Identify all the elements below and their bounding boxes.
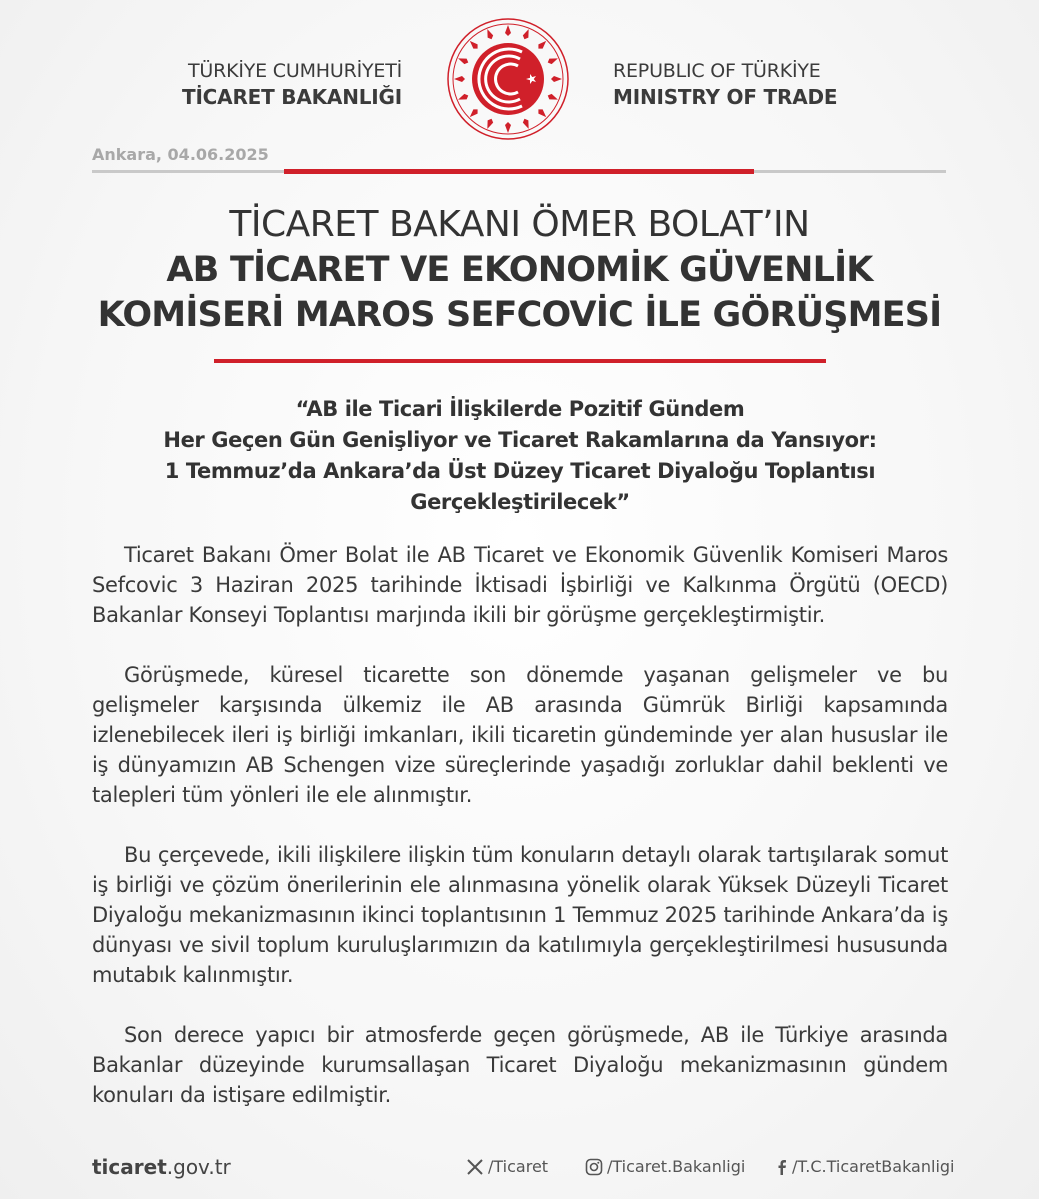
x-link[interactable] bbox=[466, 1157, 548, 1176]
x-icon bbox=[466, 1159, 484, 1175]
header-en-line1: REPUBLIC OF TÜRKİYE bbox=[613, 60, 821, 82]
header-ministry-tr bbox=[140, 58, 402, 110]
header-ministry-en bbox=[613, 58, 913, 110]
header-divider-accent bbox=[284, 169, 754, 174]
facebook-handle: /T.C.TicaretBakanligi bbox=[792, 1157, 955, 1176]
subtitle-line-3: 1 Temmuz’da Ankara’da Üst Düzey Ticaret Diyaloğu Toplantısı bbox=[164, 459, 876, 483]
website-link[interactable] bbox=[92, 1155, 231, 1179]
body-paragraph: Görüşmede, küresel ticarette son dönemde yaşanan gelişmeler ve bu gelişmeler karşısında ülkemiz ile AB arasında Gümrük Birliği kapsamında izlenebilecek ileri iş birliği imkanları, ikili ticaretin gündeminde yer alan hususlar ile iş dünyamızın AB Schengen vize süreçlerinde yaşadığı zorluklar dahil beklenti ve talepleri tüm yönleri ile ele alınmıştır. bbox=[92, 663, 948, 807]
instagram-handle: /Ticaret.Bakanligi bbox=[607, 1157, 746, 1176]
body-paragraph: Bu çerçevede, ikili ilişkilere ilişkin tüm konuların detaylı olarak tartışılarak somut iş birliği ve çözüm önerilerinin ele alınmasına yönelik olarak Yüksek Düzeyli Ticaret Diyaloğu mekanizmasının ikinci toplantısının 1 Temmuz 2025 tarihinde Ankara’da iş dünyası ve sivil toplum kuruluşlarımızın da katılımıyla gerçekleştirilmesi hususunda mutabık kalınmıştır. bbox=[92, 843, 948, 987]
subtitle-line-4: Gerçekleştirilecek” bbox=[410, 490, 630, 514]
title-line-3: KOMİSERİ MAROS SEFCOVİC İLE GÖRÜŞMESİ bbox=[97, 295, 942, 335]
title-line-1: TİCARET BAKANI ÖMER BOLAT’IN bbox=[229, 204, 810, 245]
facebook-icon bbox=[776, 1158, 788, 1176]
header-tr-line2: TİCARET BAKANLIĞI bbox=[182, 85, 402, 109]
header-en-line2: MINISTRY OF TRADE bbox=[613, 85, 838, 109]
body-paragraph: Ticaret Bakanı Ömer Bolat ile AB Ticaret ve Ekonomik Güvenlik Komiseri Maros Sefcovic 3 Haziran 2025 tarihinde İktisadi İşbirliği ve Kalkınma Örgütü (OECD) Bakanlar Konseyi Toplantısı marjında ikili bir görüşme gerçekleştirmiştir. bbox=[92, 543, 948, 627]
website-domain: .gov.tr bbox=[166, 1155, 231, 1179]
header-tr-line1: TÜRKİYE CUMHURİYETİ bbox=[187, 60, 402, 82]
body-paragraph: Son derece yapıcı bir atmosferde geçen görüşmede, AB ile Türkiye arasında Bakanlar düzeyinde kurumsallaşan Ticaret Diyaloğu mekanizmasının gündem konuları da istişare edilmiştir. bbox=[92, 1023, 948, 1107]
title-line-2: AB TİCARET VE EKONOMİK GÜVENLİK bbox=[166, 250, 873, 290]
title-divider bbox=[214, 359, 826, 363]
subtitle-line-2: Her Geçen Gün Genişliyor ve Ticaret Rakamlarına da Yansıyor: bbox=[163, 428, 877, 452]
subtitle-line-1: “AB ile Ticari İlişkilerde Pozitif Gündem bbox=[295, 397, 745, 421]
x-handle: /Ticaret bbox=[488, 1157, 549, 1176]
website-name: ticaret bbox=[92, 1155, 167, 1179]
subtitle-quote bbox=[120, 394, 920, 518]
press-release-body bbox=[92, 540, 948, 1140]
instagram-icon bbox=[585, 1158, 603, 1176]
date-location: Ankara, 04.06.2025 bbox=[92, 145, 269, 164]
ministry-emblem-icon bbox=[440, 16, 576, 142]
facebook-link[interactable] bbox=[776, 1157, 954, 1176]
instagram-link[interactable] bbox=[585, 1157, 745, 1176]
